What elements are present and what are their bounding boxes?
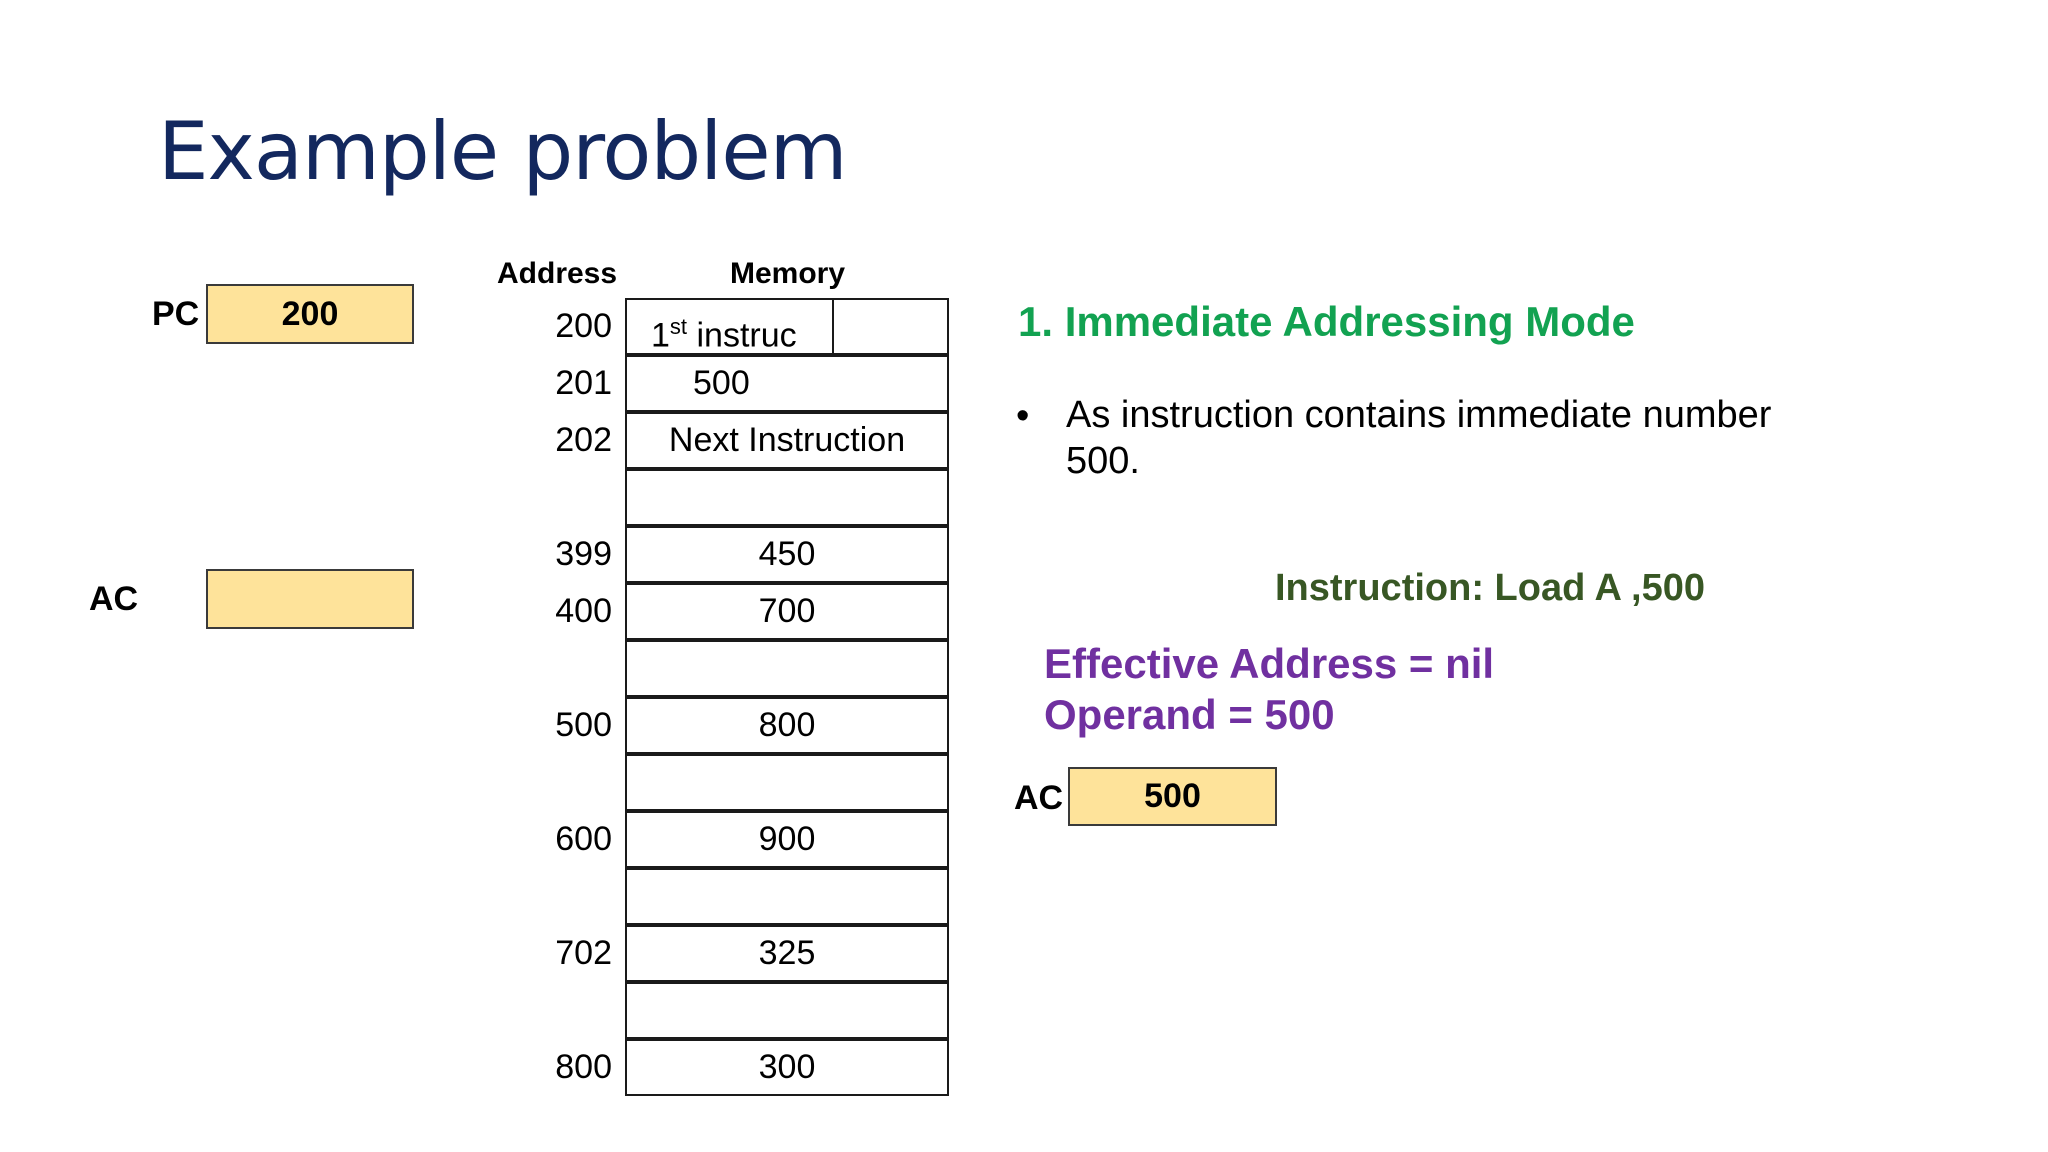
memory-address — [512, 868, 612, 925]
memory-value: 325 — [758, 934, 816, 972]
memory-cell — [625, 412, 949, 469]
pc-label: PC — [152, 295, 200, 333]
memory-address: 800 — [555, 1048, 612, 1086]
first-instruction-text: instruc — [687, 316, 797, 355]
pc-value: 200 — [281, 294, 339, 333]
result-ac-label: AC — [1014, 779, 1064, 817]
memory-cell — [625, 355, 949, 412]
memory-cell — [625, 697, 949, 754]
memory-address: 600 — [555, 820, 612, 858]
slide-title: Example problem — [158, 105, 847, 198]
result-ac-register-box — [1068, 767, 1277, 826]
memory-address: 201 — [555, 364, 612, 402]
memory-value: 500 — [693, 364, 750, 402]
memory-cell — [625, 640, 949, 697]
memory-address — [512, 469, 612, 526]
first-instruction-number: 1 — [651, 316, 670, 355]
first-instruction-suffix: st — [669, 314, 688, 339]
memory-cell — [625, 754, 949, 811]
address-column-header: Address — [497, 257, 618, 290]
memory-address — [512, 754, 612, 811]
memory-cell — [625, 298, 949, 355]
memory-column-header: Memory — [730, 257, 846, 290]
addressing-mode-title: 1. Immediate Addressing Mode — [1018, 298, 1635, 345]
effective-address-text: Effective Address = nil — [1044, 640, 1495, 687]
memory-value: 450 — [758, 535, 816, 573]
memory-cell — [625, 868, 949, 925]
memory-address: 400 — [555, 592, 612, 630]
memory-cell — [625, 583, 949, 640]
ac-register-box — [206, 569, 414, 629]
bullet-point: • — [1016, 395, 1030, 437]
memory-cell — [625, 469, 949, 526]
memory-value: Next Instruction — [668, 421, 906, 459]
result-ac-value: 500 — [1144, 777, 1201, 815]
memory-value: 300 — [758, 1048, 816, 1086]
operand-text: Operand = 500 — [1044, 691, 1335, 738]
memory-address: 500 — [555, 706, 612, 744]
pc-register-box — [206, 284, 414, 344]
memory-address: 202 — [555, 421, 612, 459]
memory-address — [512, 640, 612, 697]
memory-cell — [625, 925, 949, 982]
memory-value: 900 — [758, 820, 816, 858]
cell-divider — [832, 300, 834, 353]
memory-cell — [625, 1039, 949, 1096]
memory-cell — [625, 811, 949, 868]
memory-cell — [625, 982, 949, 1039]
memory-address — [512, 982, 612, 1039]
instruction-text: Instruction: Load A ,500 — [1275, 567, 1706, 609]
memory-value: 800 — [758, 706, 816, 744]
memory-cell — [625, 526, 949, 583]
memory-value: 700 — [758, 592, 816, 630]
ac-label: AC — [89, 580, 139, 618]
memory-address: 702 — [555, 934, 612, 972]
memory-address: 399 — [555, 535, 612, 573]
bullet-text: As instruction contains immediate number 500. — [1066, 394, 1772, 482]
memory-address: 200 — [555, 307, 612, 345]
first-instruction-label — [651, 300, 797, 362]
